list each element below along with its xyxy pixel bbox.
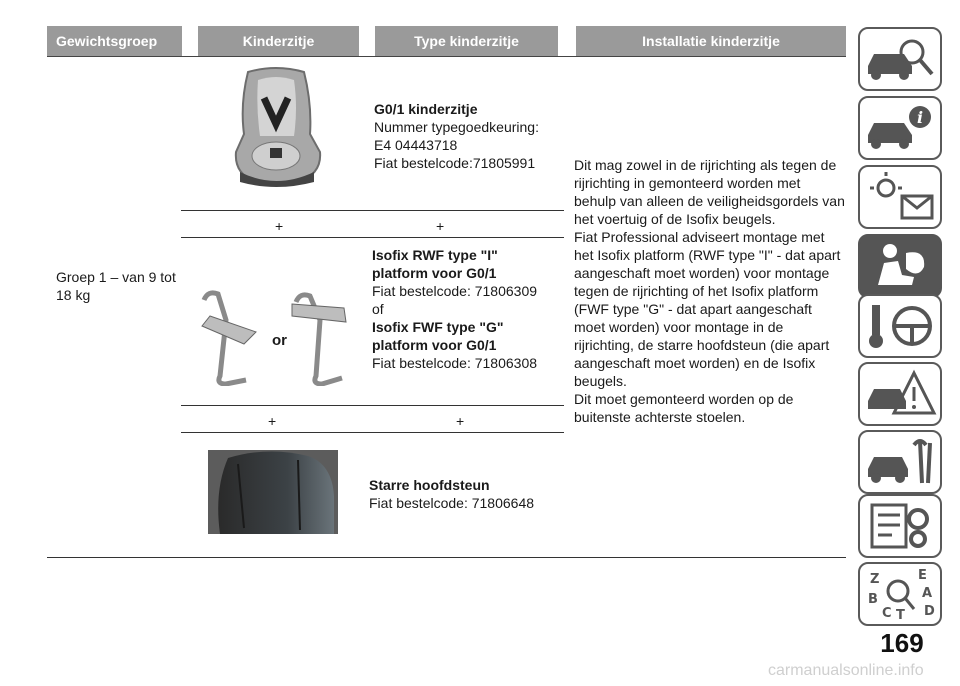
svg-text:T: T <box>896 608 905 621</box>
installation-line: Fiat Professional adviseert montage met <box>574 229 825 245</box>
installation-line: het voertuig of de Isofix beugels. <box>574 211 776 227</box>
isofix-fwf-code: Fiat bestelcode: 71806308 <box>372 355 538 371</box>
nav-tab-warning[interactable] <box>858 362 942 426</box>
installation-line: rijrichting, de starre hoofdsteun (die apart <box>574 337 830 353</box>
isofix-or-text: of <box>372 301 384 317</box>
isofix-rwf-code: Fiat bestelcode: 71806309 <box>372 283 538 299</box>
car-tools-icon <box>862 435 938 489</box>
nav-tab-dashboard-lights[interactable] <box>858 165 942 229</box>
child-seat-image <box>228 64 326 190</box>
isofix-rwf-title: Isofix RWF type "I" <box>372 247 498 263</box>
nav-tab-index[interactable] <box>858 562 942 626</box>
isofix-fwf-title: Isofix FWF type "G" <box>372 319 504 335</box>
car-info-icon <box>862 101 938 155</box>
isofix-fwf-subtitle: platform voor G0/1 <box>372 337 497 353</box>
svg-text:C: C <box>882 606 892 621</box>
specs-gear-icon <box>862 499 938 553</box>
installation-line: behulp van alleen de veiligheidsgordels van <box>574 193 845 209</box>
installation-line: rijrichting in gemonteerd worden met <box>574 175 801 191</box>
seat1-line: Fiat bestelcode:71805991 <box>374 155 536 171</box>
header-installation: Installatie kinderzitje <box>576 26 846 56</box>
header-divider <box>47 56 846 57</box>
airbag-seat-icon <box>862 239 938 293</box>
row-divider <box>181 432 564 433</box>
svg-text:D: D <box>924 604 935 619</box>
watermark: carmanualsonline.info <box>768 662 924 679</box>
svg-text:A: A <box>922 586 933 601</box>
nav-tab-key-steering[interactable] <box>858 294 942 358</box>
plus-sign: + <box>275 218 284 234</box>
installation-line: Dit moet gemonteerd worden op de <box>574 391 794 407</box>
plus-sign: + <box>456 413 465 429</box>
seat1-line: E4 04443718 <box>374 137 458 153</box>
weight-group-label: Groep 1 – van 9 tot 18 kg <box>56 269 176 303</box>
installation-line: aangeschaft moet worden) en de Isofix <box>574 355 816 371</box>
index-letters-icon <box>862 567 938 621</box>
header-child-seat: Kinderzitje <box>198 26 359 56</box>
isofix-rwf-subtitle: platform voor G0/1 <box>372 265 497 281</box>
nav-tab-car-search[interactable] <box>858 27 942 91</box>
key-steering-icon <box>862 299 938 353</box>
nav-tab-car-tools[interactable] <box>858 430 942 494</box>
row-divider <box>181 210 564 211</box>
table-bottom-rule <box>47 557 846 558</box>
dashboard-lights-icon <box>862 170 938 224</box>
row-divider <box>181 405 564 406</box>
svg-text:E: E <box>918 568 927 583</box>
installation-line: (FWF type "G" - dat apart aangeschaft <box>574 301 812 317</box>
headrest-code: Fiat bestelcode: 71806648 <box>369 495 535 511</box>
headrest-title: Starre hoofdsteun <box>369 477 490 493</box>
nav-tab-car-info[interactable] <box>858 96 942 160</box>
headrest-image <box>208 450 338 534</box>
nav-tab-specs[interactable] <box>858 494 942 558</box>
installation-line: buitenste achterste stoelen. <box>574 409 746 425</box>
installation-line: beugels. <box>574 373 627 389</box>
warning-triangle-icon <box>862 367 938 421</box>
header-seat-type: Type kinderzitje <box>375 26 558 56</box>
svg-text:i: i <box>916 108 924 127</box>
plus-sign: + <box>436 218 445 234</box>
installation-line: Dit mag zowel in de rijrichting als tegen de <box>574 157 837 173</box>
nav-tab-airbag-seat[interactable] <box>858 234 942 298</box>
plus-sign: + <box>268 413 277 429</box>
seat1-title: G0/1 kinderzitje <box>374 101 478 117</box>
installation-line: moet worden) voor montage in de <box>574 319 784 335</box>
row-divider <box>181 237 564 238</box>
header-weight-group: Gewichtsgroep <box>47 26 182 56</box>
svg-text:Z: Z <box>870 572 880 587</box>
car-search-icon <box>862 32 938 86</box>
installation-line: tegen de rijrichting of het Isofix platform <box>574 283 819 299</box>
installation-line: het Isofix platform (RWF type "I" - dat apart <box>574 247 841 263</box>
page-number: 169 <box>880 628 924 658</box>
installation-line: aangeschaft moet worden) voor montage <box>574 265 830 281</box>
seat1-line: Nummer typegoedkeuring: <box>374 119 539 135</box>
or-label: or <box>272 332 287 349</box>
svg-text:B: B <box>868 592 878 607</box>
